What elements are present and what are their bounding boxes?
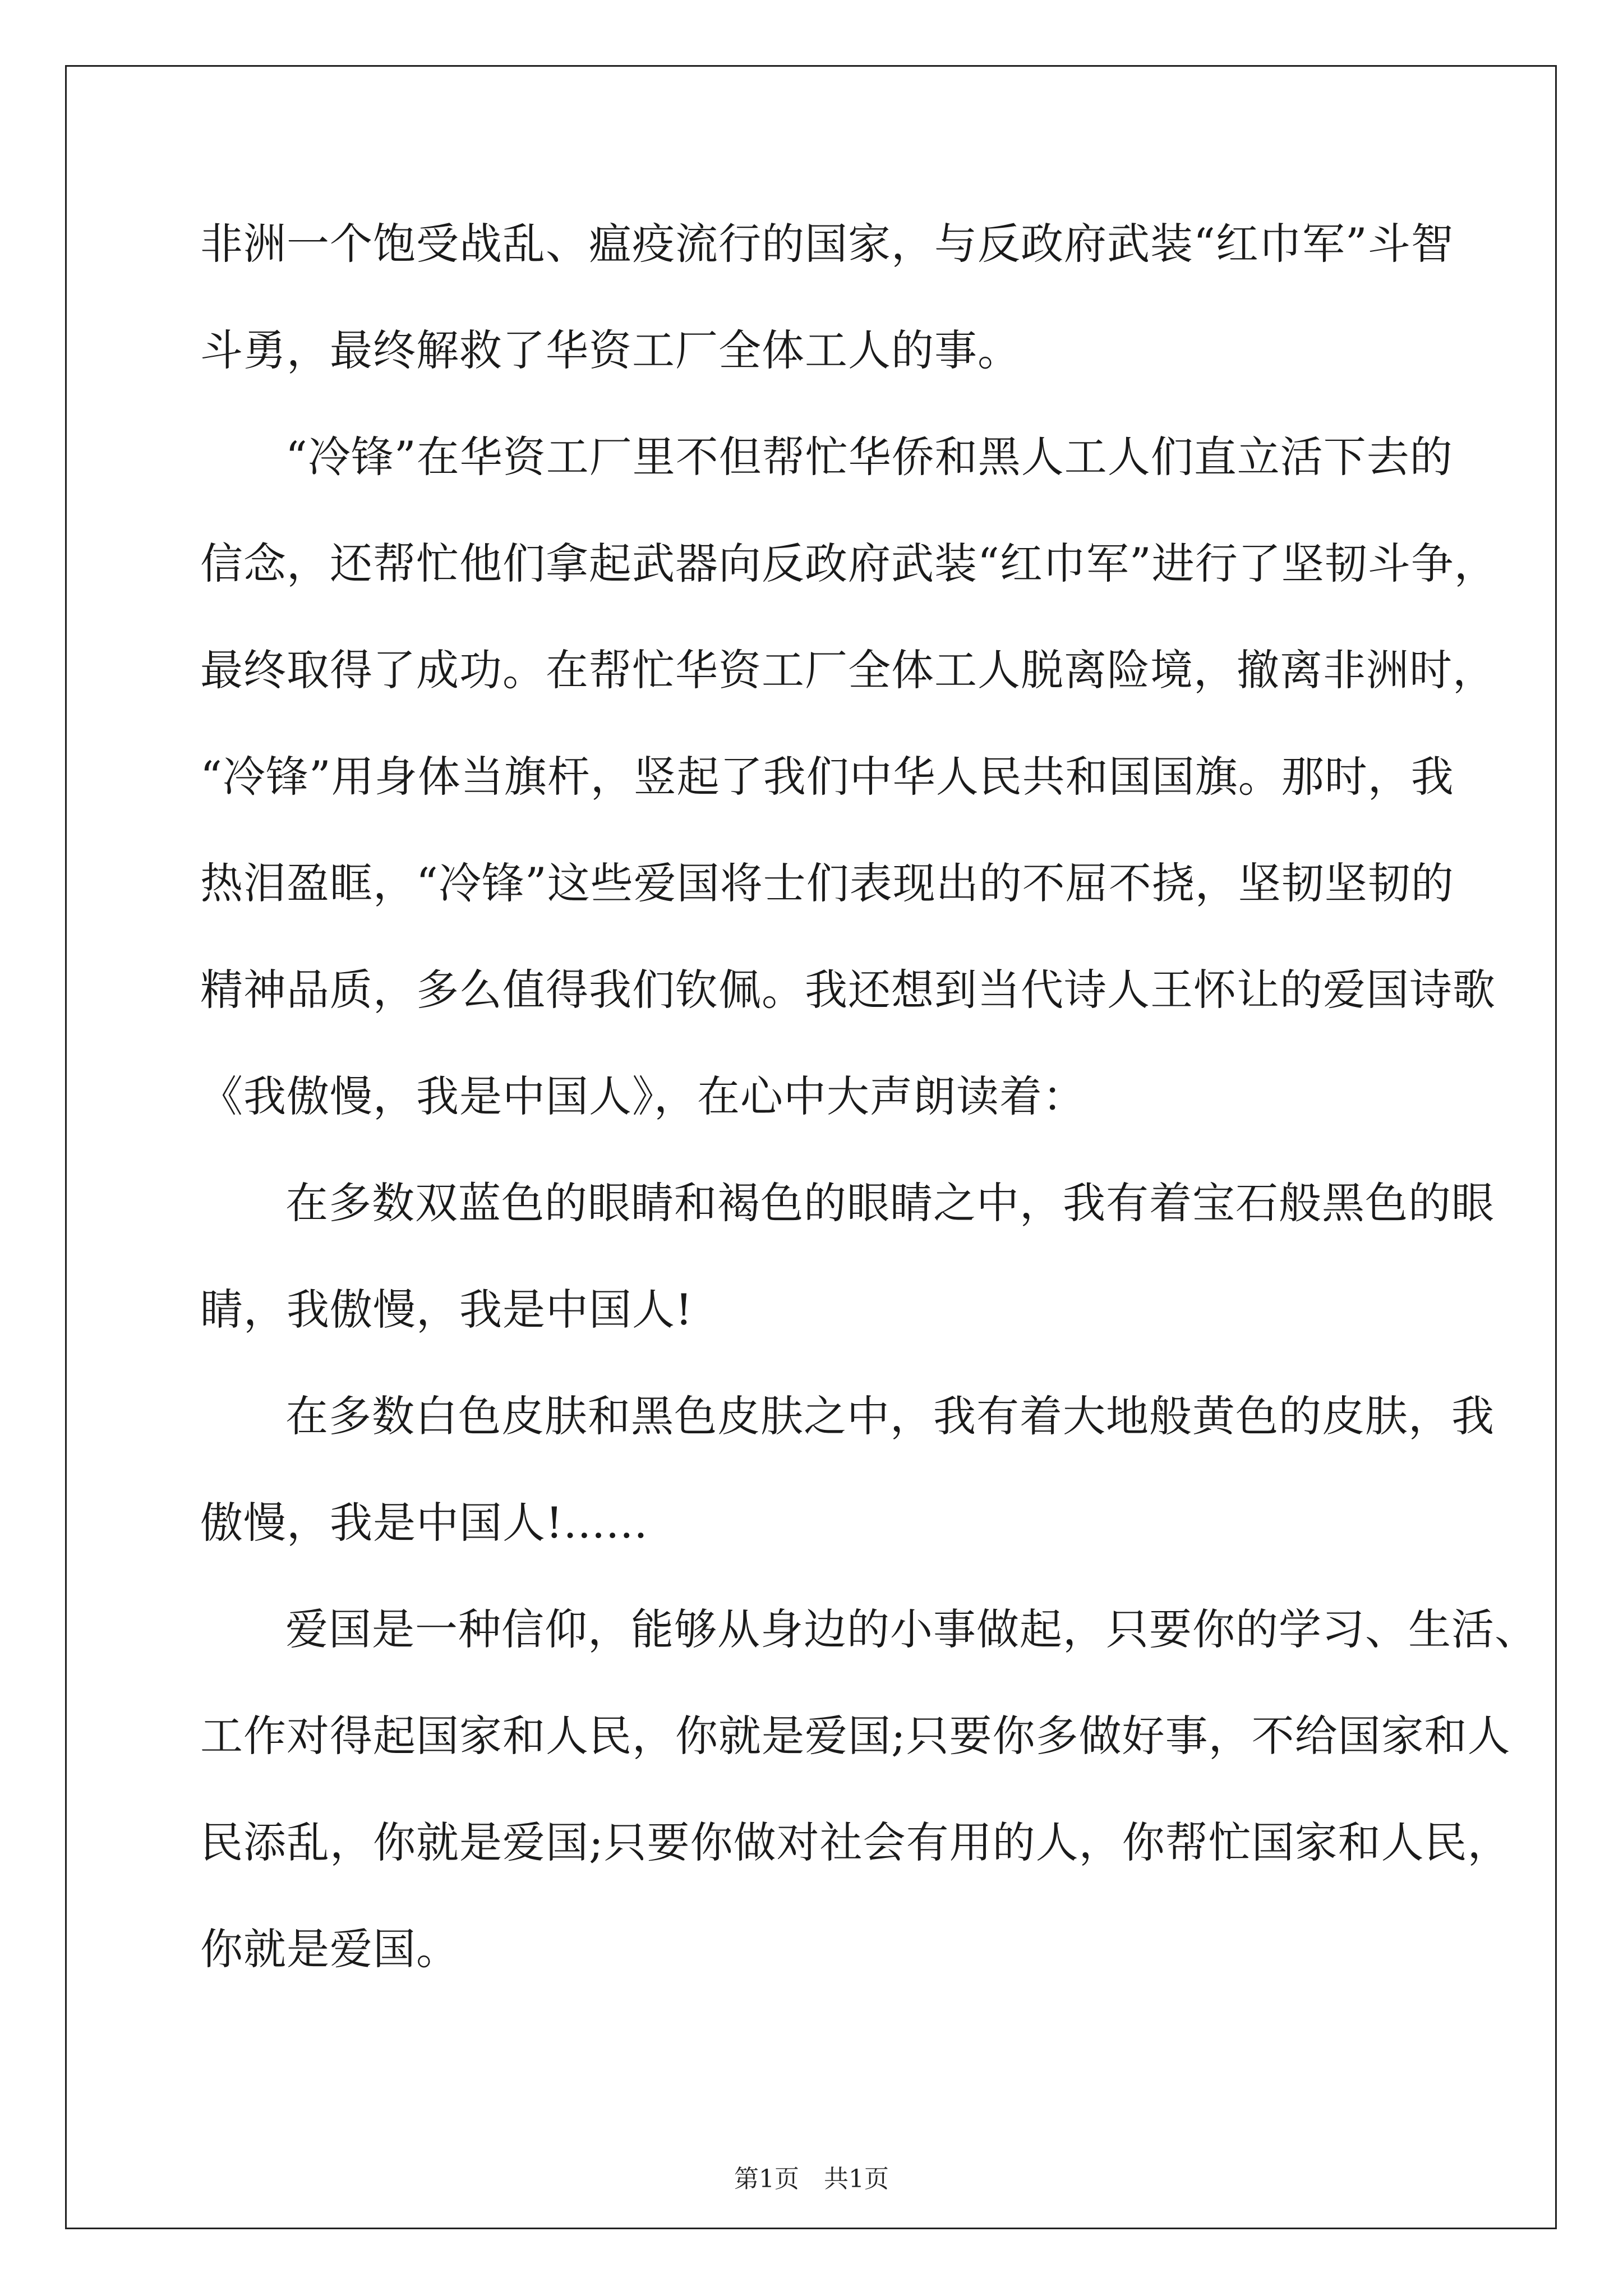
text-line: 精神品质，多么值得我们钦佩。我还想到当代诗人王怀让的爱国诗歌 bbox=[200, 965, 1496, 1015]
poem-line: 傲慢，我是中国人!...... bbox=[200, 1498, 648, 1548]
text-line: 《我傲慢，我是中国人》，在心中大声朗读着： bbox=[200, 1071, 1086, 1121]
poem-line: 在多数双蓝色的眼睛和褐色的眼睛之中，我有着宝石般黑色的眼 bbox=[285, 1178, 1495, 1228]
text-line: 热泪盈眶，“冷锋”这些爱国将士们表现出的不屈不挠，坚韧坚韧的 bbox=[200, 858, 1454, 908]
text-line: 斗勇，最终解救了华资工厂全体工人的事。 bbox=[200, 325, 1021, 375]
document-body bbox=[200, 191, 1538, 2003]
text-line: 信念，还帮忙他们拿起武器向反政府武装“红巾军”进行了坚韧斗争， bbox=[200, 539, 1497, 588]
paragraph-start-line: 爱国是一种信仰，能够从身边的小事做起，只要你的学习、生活、 bbox=[285, 1604, 1538, 1654]
text-line: 民添乱，你就是爱国;只要你做对社会有用的人，你帮忙国家和人民， bbox=[200, 1818, 1511, 1867]
text-line: “冷锋”用身体当旗杆，竖起了我们中华人民共和国国旗。那时，我 bbox=[200, 752, 1454, 802]
poem-line: 在多数白色皮肤和黑色皮肤之中，我有着大地般黄色的皮肤，我 bbox=[285, 1391, 1495, 1441]
text-line: 最终取得了成功。在帮忙华资工厂全体工人脱离险境，撤离非洲时， bbox=[200, 645, 1496, 695]
page-number-footer: 第1页 共1页 bbox=[734, 2165, 889, 2193]
poem-line: 睛，我傲慢，我是中国人! bbox=[200, 1285, 693, 1335]
text-line: 你就是爱国。 bbox=[200, 1924, 459, 1974]
text-line: 工作对得起国家和人民，你就是爱国;只要你多做好事，不给国家和人 bbox=[200, 1711, 1511, 1761]
paragraph-start-line: “冷锋”在华资工厂里不但帮忙华侨和黑人工人们直立活下去的 bbox=[285, 432, 1453, 482]
text-line: 非洲一个饱受战乱、瘟疫流行的国家，与反政府武装“红巾军”斗智 bbox=[200, 219, 1454, 269]
